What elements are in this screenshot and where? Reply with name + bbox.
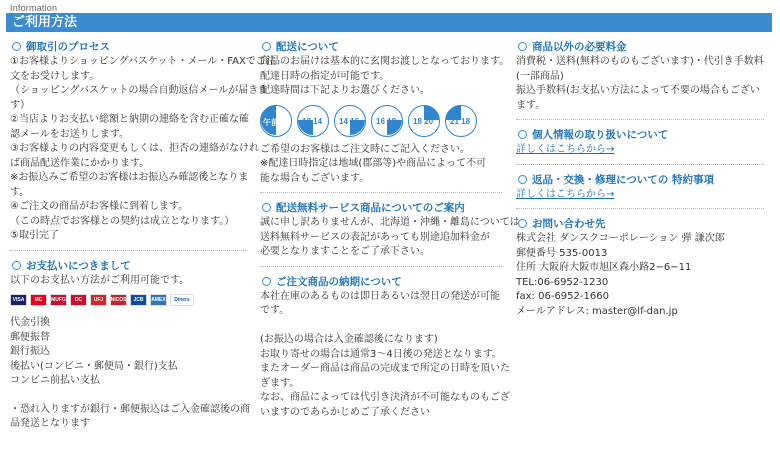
divider	[260, 192, 502, 193]
section-title: 配送について	[260, 40, 502, 55]
section-title: ご注文商品の納期について	[260, 275, 502, 290]
text-line: 消費税・送料(無料のものもございます)・代引き手数料	[516, 56, 764, 67]
text-line: またオーダー商品は商品の完成まで所定の日時を頂いた	[260, 363, 510, 374]
section-lead-time	[260, 275, 510, 421]
text-line: です。	[260, 305, 290, 316]
ring-bullet-icon	[262, 277, 271, 286]
text-line: ば商品配送作業にかかります。	[10, 157, 150, 169]
clock-icon: 12 14	[297, 105, 329, 137]
section-title: 返品・交換・修理についての 特約事項	[516, 173, 764, 188]
text-line: (お振込の場合は入金確認後になります)	[260, 334, 438, 345]
ring-bullet-icon	[12, 42, 21, 51]
text-line: 代金引換	[10, 317, 50, 328]
page-title: ご利用方法	[12, 15, 78, 30]
text-line: いますのであらかじめご了承ください	[260, 406, 430, 418]
clock-icon: 18 20	[408, 105, 440, 137]
text-line: なお、商品によっては代引き決済が不可能なものもござ	[260, 392, 510, 403]
text-line: 必要となりますことをご了承下さい。	[260, 246, 430, 257]
text-line: （この時点でお客様との契約は成立となります。）	[10, 215, 235, 227]
text-line: TEL:06-6952-1230	[516, 276, 609, 288]
section-free-shipping	[260, 201, 520, 260]
section-title: 配送無料サービス商品についてのご案内	[260, 201, 502, 216]
text-line: ご希望のお客様はご注文時にご記入ください。	[260, 143, 470, 155]
text-line: 送料無料サービスの表記があっても別途追加料金が	[260, 231, 490, 243]
section-title: お問い合わせ先	[516, 217, 764, 232]
text-line: ⑤取引完了	[10, 230, 59, 241]
ring-bullet-icon	[518, 42, 527, 51]
section-delivery	[260, 40, 510, 186]
section-contact	[516, 217, 764, 319]
clock-icon: 午前中	[260, 105, 292, 137]
privacy-details-link[interactable]: 詳しくはこちらから→	[516, 144, 615, 155]
text-line: ①お客様よりショッピングバスケット・メール・FAXでご注	[10, 56, 276, 67]
text-line: （ショッピングバスケットの場合自動返信メールが届きま	[10, 85, 269, 96]
text-line: 振込手数料(お支払い方法によって不要の場合もござい	[516, 85, 760, 96]
jcb-card-icon: JCB	[130, 294, 147, 306]
delivery-time-slots	[260, 105, 502, 137]
text-line: 誠に申し訳ありませんが、北海道・沖縄・離島については	[260, 217, 520, 228]
amex-card-icon: AMEX	[150, 294, 167, 306]
section-title: 個人情報の取り扱いについて	[516, 128, 764, 143]
section-title: お支払いにつきまして	[10, 259, 246, 274]
text-line: ※配達日時指定は地域(郡部等)や商品によって不可	[260, 158, 487, 169]
text-line: 文をお受けします。	[10, 70, 100, 82]
text-line: fax: 06-6952-1660	[516, 291, 609, 302]
text-line: す。	[10, 186, 30, 198]
text-line	[260, 319, 502, 334]
ring-bullet-icon	[518, 219, 527, 228]
text-line: ④ご注文の商品がお客様に到着します。	[10, 201, 189, 212]
section-returns	[516, 173, 764, 203]
text-line: 品発送となります	[10, 418, 90, 429]
text-line: 配達日時の指定が可能です。	[260, 70, 390, 82]
text-line: 認メールをお送りします。	[10, 128, 129, 140]
text-line: ※お振込みご希望のお客様はお振込み確認後となりま	[10, 172, 249, 183]
text-line: 住所 大阪府大阪市旭区森小路2−6−11	[516, 262, 692, 273]
text-line: 以下のお支払い方法がご利用可能です。	[10, 274, 190, 286]
diners-card-icon: Diners	[170, 294, 194, 306]
divider	[10, 250, 246, 251]
text-line: ③お客様よりの内容変更もしくは、拒否の連絡がなけれ	[10, 143, 259, 154]
ring-bullet-icon	[518, 175, 527, 184]
text-line: 郵便振替	[10, 331, 50, 343]
text-line: お取り寄せの場合は通常3〜4日後の発送となります。	[260, 348, 502, 360]
text-line: コンビニ前払い支払	[10, 375, 100, 386]
divider	[260, 266, 502, 267]
clock-icon: 21 18	[445, 105, 477, 137]
column-right	[516, 40, 764, 319]
ring-bullet-icon	[518, 130, 527, 139]
dc-card-icon: DC	[70, 294, 87, 306]
section-fees	[516, 40, 764, 113]
text-line: ②当店よりお支払い総額と納期の連絡を含む正確な確	[10, 114, 249, 125]
divider	[516, 164, 764, 165]
text-line: 株式会社 ダンスクコーポレーション 弾 謙次郎	[516, 233, 725, 244]
text-line: ・恐れ入りますが銀行・郵便振込はご入金確認後の商	[10, 403, 250, 415]
returns-details-link[interactable]: 詳しくはこちらから→	[516, 188, 615, 200]
email-line: メールアドレス: master@lf-dan.jp	[516, 305, 678, 317]
mufg-card-icon: MUFG	[50, 294, 67, 306]
header-caption: Information	[10, 3, 58, 13]
ring-bullet-icon	[262, 203, 271, 212]
card-logos	[10, 294, 246, 306]
clock-icon: 14 16	[334, 105, 366, 137]
text-line: 郵便番号 535-0013	[516, 247, 608, 259]
text-line: 商品のお届けは基本的に玄関お渡しとなっております。	[260, 56, 510, 67]
text-line: ぎます。	[260, 377, 300, 389]
section-payment	[10, 259, 250, 432]
section-privacy	[516, 128, 764, 158]
ring-bullet-icon	[12, 261, 21, 270]
visa-card-icon: VISA	[10, 294, 27, 306]
mastercard-icon: MC	[30, 294, 47, 306]
text-line: 能な場合もございます。	[260, 172, 370, 184]
section-title: 御取引のプロセス	[10, 40, 246, 55]
divider	[516, 119, 764, 120]
section-title: 商品以外の必要料金	[516, 40, 764, 55]
text-line: (一部商品)	[516, 70, 564, 82]
nicos-card-icon: NICOS	[110, 294, 127, 306]
text-line: 銀行振込	[10, 346, 50, 357]
text-line: 本社在庫のあるものは即日あるいは翌日の発送が可能	[260, 290, 500, 302]
text-line: 後払い(コンビニ・郵便局・銀行)支払	[10, 360, 178, 372]
clock-icon: 16 18	[371, 105, 403, 137]
text-line: す）	[10, 99, 30, 111]
header-bar	[6, 13, 772, 32]
divider	[516, 208, 764, 209]
column-middle	[260, 40, 520, 420]
text-line: ます。	[516, 99, 546, 111]
text-line: 配達時間は下記よりお選びください。	[260, 85, 430, 96]
ring-bullet-icon	[262, 42, 271, 51]
ufj-card-icon: UFJ	[90, 294, 107, 306]
